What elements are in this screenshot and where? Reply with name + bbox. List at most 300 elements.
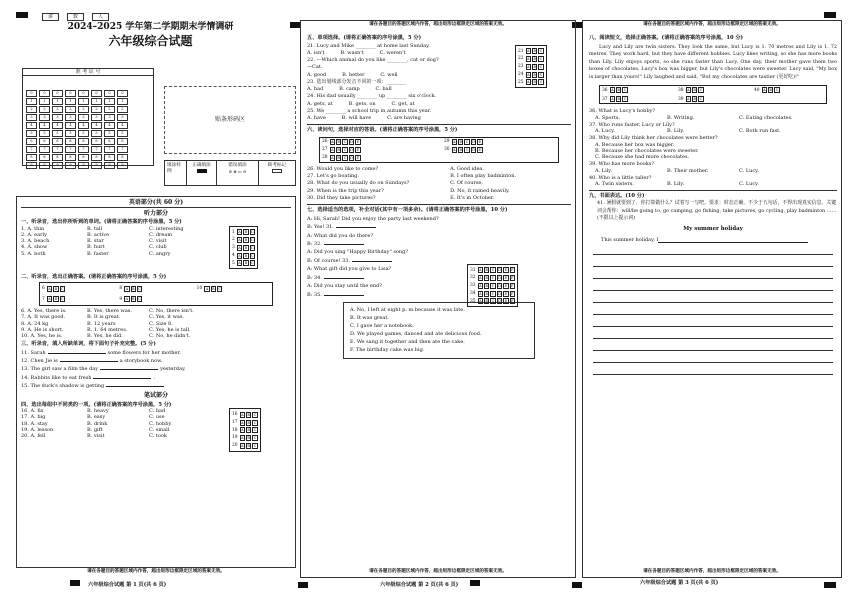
option-bubble-c[interactable]: C bbox=[250, 230, 254, 235]
option-bubble-d[interactable]: D bbox=[498, 268, 501, 273]
answer-bubbles[interactable] bbox=[602, 87, 672, 93]
option-bubble-c[interactable]: C bbox=[623, 97, 627, 102]
option-bubble-c[interactable]: C bbox=[699, 88, 703, 93]
digit-bubble[interactable]: 5 bbox=[39, 130, 50, 137]
answer-bubbles[interactable] bbox=[518, 79, 544, 85]
option-bubble-a[interactable]: A bbox=[527, 72, 530, 77]
question-line: A. have B. will have C. are having bbox=[307, 115, 421, 121]
digit-bubble[interactable]: 3 bbox=[52, 114, 63, 121]
option-bubble-e[interactable]: E bbox=[356, 147, 360, 152]
digit-bubble[interactable]: 0 bbox=[78, 90, 89, 97]
option-bubble-a[interactable]: A bbox=[611, 88, 614, 93]
option-bubble-d[interactable]: D bbox=[498, 276, 501, 281]
option-bubble-e[interactable]: E bbox=[504, 276, 508, 281]
option-bubble-b[interactable]: B bbox=[247, 412, 250, 417]
digit-bubble[interactable]: 7 bbox=[117, 146, 128, 153]
option-bubble-b[interactable]: B bbox=[485, 291, 488, 296]
option-bubble-a[interactable]: A bbox=[125, 297, 129, 302]
answer-bubbles[interactable] bbox=[197, 284, 270, 294]
digit-bubble[interactable]: 2 bbox=[117, 106, 128, 113]
digit-bubble[interactable]: 9 bbox=[52, 162, 63, 169]
option-bubble-c[interactable]: C bbox=[60, 297, 64, 302]
option-bubble-c[interactable]: C bbox=[491, 299, 495, 304]
option-bubble-c[interactable]: C bbox=[699, 97, 703, 102]
digit-bubble[interactable]: 5 bbox=[104, 130, 115, 137]
option-bubble-d[interactable]: D bbox=[498, 283, 501, 288]
writing-line[interactable] bbox=[593, 339, 833, 351]
option-bubble-a[interactable]: A bbox=[763, 88, 766, 93]
digit-bubble[interactable]: 8 bbox=[104, 154, 115, 161]
digit-bubble[interactable]: 4 bbox=[78, 122, 89, 129]
digit-bubble[interactable]: 2 bbox=[65, 106, 76, 113]
digit-bubble[interactable]: 9 bbox=[78, 162, 89, 169]
option-bubble-a[interactable]: A bbox=[453, 139, 456, 144]
blank-line[interactable] bbox=[93, 378, 151, 379]
digit-bubble[interactable]: 4 bbox=[104, 122, 115, 129]
digit-bubble[interactable]: 2 bbox=[78, 106, 89, 113]
answer-bubbles[interactable] bbox=[232, 420, 258, 426]
option-bubble-a[interactable]: A bbox=[331, 139, 334, 144]
digit-bubble[interactable]: 1 bbox=[52, 98, 63, 105]
digit-bubble[interactable]: 3 bbox=[91, 114, 102, 121]
digit-bubble[interactable]: 5 bbox=[65, 130, 76, 137]
answer-bubbles[interactable] bbox=[232, 260, 255, 266]
digit-bubble[interactable]: 3 bbox=[26, 114, 37, 121]
option-bubble-d[interactable]: D bbox=[350, 147, 353, 152]
digit-bubble[interactable]: 2 bbox=[39, 106, 50, 113]
digit-bubble[interactable]: 7 bbox=[91, 146, 102, 153]
option-bubble-a[interactable]: A bbox=[238, 238, 241, 242]
digit-bubble[interactable]: 4 bbox=[65, 122, 76, 129]
option-bubble-f[interactable]: F bbox=[511, 291, 514, 296]
answer-bubbles[interactable] bbox=[470, 267, 515, 273]
option-bubble-b[interactable]: B bbox=[459, 147, 462, 152]
option-bubble-e[interactable]: E bbox=[356, 139, 360, 144]
option-bubble-a[interactable]: A bbox=[479, 291, 482, 296]
option-bubble-e[interactable]: E bbox=[504, 291, 508, 296]
digit-bubble[interactable]: 7 bbox=[52, 146, 63, 153]
option-bubble-a[interactable]: A bbox=[241, 428, 244, 433]
exam-year: 2024–2025 学年第二学期期末学情调研 bbox=[67, 22, 234, 32]
digit-bubble[interactable]: 1 bbox=[117, 98, 128, 105]
digit-bubble[interactable]: 6 bbox=[39, 138, 50, 145]
writing-line[interactable] bbox=[593, 255, 833, 267]
digit-bubble[interactable]: 5 bbox=[26, 130, 37, 137]
digit-bubble[interactable]: 0 bbox=[117, 90, 128, 97]
option-bubble-b[interactable]: B bbox=[485, 268, 488, 273]
option-bubble-b[interactable]: B bbox=[533, 49, 536, 54]
digit-bubble[interactable]: 4 bbox=[117, 122, 128, 129]
absent-mark-box[interactable] bbox=[272, 169, 282, 173]
option-bubble-c[interactable]: C bbox=[250, 238, 254, 242]
digit-bubble[interactable]: 3 bbox=[117, 114, 128, 121]
option-bubble-c[interactable]: C bbox=[539, 64, 543, 69]
option-bubble-c[interactable]: C bbox=[465, 147, 469, 152]
blank-line[interactable] bbox=[336, 227, 376, 228]
blank-line[interactable] bbox=[324, 295, 364, 296]
option-bubble-a[interactable]: A bbox=[527, 57, 530, 61]
digit-column bbox=[26, 90, 37, 169]
answer-bubbles[interactable] bbox=[444, 139, 556, 145]
digit-bubble[interactable]: 7 bbox=[39, 146, 50, 153]
digit-bubble[interactable]: 8 bbox=[26, 154, 37, 161]
option-bubble-d[interactable]: D bbox=[350, 155, 353, 160]
blank-line[interactable] bbox=[60, 361, 118, 362]
answer-box-1-5[interactable] bbox=[229, 226, 258, 270]
digit-bubble[interactable]: 2 bbox=[52, 106, 63, 113]
option-bubble-b[interactable]: B bbox=[244, 230, 248, 235]
option-bubble-b[interactable]: B bbox=[247, 436, 250, 440]
option-bubble-b[interactable]: B bbox=[244, 253, 248, 258]
writing-lines[interactable] bbox=[589, 243, 837, 375]
question-text: 10. A. Yes, he is. bbox=[21, 333, 63, 339]
answer-bubbles[interactable] bbox=[444, 147, 556, 153]
section-8-questions bbox=[589, 108, 837, 187]
option-bubble-b[interactable]: B bbox=[533, 80, 536, 85]
digit-bubble[interactable]: 8 bbox=[78, 154, 89, 161]
digit-bubble[interactable]: 5 bbox=[52, 130, 63, 137]
absent-mark-label: 缺考标记 bbox=[267, 163, 287, 168]
option-bubble-c[interactable]: C bbox=[491, 276, 495, 281]
warning-bottom-2: 请在各题目的答题区域内作答，超出矩形边框限定区域的答案无效。 bbox=[369, 569, 507, 575]
option-bubble-b[interactable]: B bbox=[247, 428, 250, 433]
option-bubble-a[interactable]: A bbox=[205, 286, 209, 291]
question-number: 4 bbox=[232, 252, 235, 258]
digit-bubble[interactable]: 6 bbox=[91, 138, 102, 145]
question-text: 26. Would you like to come? bbox=[307, 165, 379, 172]
option-bubble-a[interactable]: A bbox=[48, 286, 51, 291]
answer-box-36-40[interactable] bbox=[599, 85, 827, 104]
question-number: 26 bbox=[322, 139, 328, 144]
digit-bubble[interactable]: 3 bbox=[78, 114, 89, 121]
writing-line[interactable] bbox=[593, 291, 833, 303]
option-bubble-a[interactable]: A bbox=[331, 147, 334, 152]
option-bubble-b[interactable]: B bbox=[337, 147, 340, 152]
warning-top-2: 请在各题目的答题区域内作答，超出矩形边框限定区域的答案无效。 bbox=[369, 22, 507, 27]
option-bubble-f[interactable]: F bbox=[511, 283, 514, 288]
answer-bubbles[interactable] bbox=[518, 56, 544, 62]
option-bubble-b[interactable]: B bbox=[485, 283, 488, 288]
option-bubble-c[interactable]: C bbox=[250, 253, 254, 258]
digit-bubble[interactable]: 1 bbox=[39, 98, 50, 105]
option-bubble-b[interactable]: B bbox=[533, 57, 536, 61]
answer-bubbles[interactable] bbox=[470, 283, 515, 289]
option-bubble-c[interactable]: C bbox=[138, 286, 141, 291]
option-bubble-a[interactable]: A bbox=[453, 147, 456, 152]
digit-column bbox=[39, 90, 50, 169]
answer-bubbles[interactable] bbox=[119, 295, 192, 305]
writing-line[interactable] bbox=[593, 243, 833, 255]
answer-box-16-20[interactable] bbox=[229, 408, 261, 452]
option-bubble-c[interactable]: C bbox=[491, 283, 495, 288]
digit-bubble[interactable]: 7 bbox=[104, 146, 115, 153]
option-bubble-b[interactable]: B bbox=[337, 155, 340, 160]
option-bubble-c[interactable]: C bbox=[343, 155, 347, 160]
writing-line[interactable] bbox=[593, 351, 833, 363]
option-bubble-a[interactable]: A bbox=[527, 49, 530, 54]
option-bubble-a[interactable]: A bbox=[687, 88, 690, 93]
dialogue-options bbox=[343, 302, 535, 359]
question-number: 1 bbox=[232, 229, 235, 235]
option-bubble-a[interactable]: A bbox=[479, 283, 482, 288]
option-bubble-d[interactable]: D bbox=[498, 291, 501, 296]
option-bubble-d[interactable]: D bbox=[472, 139, 475, 144]
answer-box-21-25[interactable] bbox=[515, 45, 547, 89]
writing-line[interactable] bbox=[658, 242, 808, 243]
digit-bubble[interactable]: 1 bbox=[91, 98, 102, 105]
answer-bubbles[interactable] bbox=[518, 48, 544, 54]
option-bubble-d[interactable]: D bbox=[350, 139, 353, 144]
digit-bubble[interactable]: 8 bbox=[52, 154, 63, 161]
option-bubble-c[interactable]: C bbox=[539, 72, 543, 77]
answer-bubbles[interactable] bbox=[322, 139, 434, 145]
option-bubble-a[interactable]: A bbox=[611, 97, 614, 102]
answer-bubbles[interactable] bbox=[232, 443, 258, 449]
option-bubble-a[interactable]: A bbox=[238, 230, 241, 235]
digit-bubble[interactable]: 9 bbox=[91, 162, 102, 169]
digit-bubble[interactable]: 4 bbox=[91, 122, 102, 129]
digit-bubble[interactable]: 6 bbox=[26, 138, 37, 145]
option-bubble-b[interactable]: B bbox=[54, 286, 58, 291]
option-bubble-a[interactable]: A bbox=[331, 155, 334, 160]
option-bubble-a[interactable]: A bbox=[479, 276, 482, 281]
digit-bubble[interactable]: 4 bbox=[39, 122, 50, 129]
digit-bubble[interactable]: 0 bbox=[26, 90, 37, 97]
blank-line[interactable] bbox=[352, 261, 392, 262]
option-bubble-b[interactable]: B bbox=[693, 97, 696, 102]
answer-bubbles[interactable] bbox=[470, 298, 515, 304]
answer-bubbles[interactable] bbox=[232, 245, 255, 251]
option-bubble-c[interactable]: C bbox=[253, 428, 257, 433]
option-bubble-b[interactable]: B bbox=[247, 420, 250, 425]
option-bubble-c[interactable]: C bbox=[465, 139, 469, 144]
option-bubble-c[interactable]: C bbox=[253, 420, 257, 425]
dialogue-line bbox=[307, 266, 571, 272]
option-bubble-c[interactable]: C bbox=[623, 88, 627, 93]
option-bubble-b[interactable]: B bbox=[485, 299, 488, 304]
question-text: C. angry bbox=[149, 250, 171, 257]
option-bubble-e[interactable]: E bbox=[504, 268, 508, 273]
option-bubble-a[interactable]: A bbox=[241, 412, 244, 417]
option-bubble-a[interactable]: A bbox=[125, 286, 129, 291]
option-bubble-a[interactable]: A bbox=[238, 261, 241, 266]
digit-bubble[interactable]: 1 bbox=[78, 98, 89, 105]
option-bubble-a[interactable]: A bbox=[48, 297, 51, 302]
digit-bubble[interactable]: 8 bbox=[117, 154, 128, 161]
option-bubble-a[interactable]: A bbox=[527, 80, 530, 85]
option-bubble-a[interactable]: A bbox=[238, 245, 241, 250]
answer-bubbles[interactable] bbox=[119, 284, 192, 294]
option-bubble-b[interactable]: B bbox=[617, 97, 620, 102]
digit-bubble[interactable]: 4 bbox=[52, 122, 63, 129]
digit-bubble[interactable]: 0 bbox=[39, 90, 50, 97]
digit-bubble[interactable]: 0 bbox=[52, 90, 63, 97]
digit-bubble[interactable]: 7 bbox=[65, 146, 76, 153]
option-bubble-c[interactable]: C bbox=[343, 147, 347, 152]
option-bubble-f[interactable]: F bbox=[511, 268, 514, 273]
digit-bubble[interactable]: 6 bbox=[52, 138, 63, 145]
option-bubble-c[interactable]: C bbox=[138, 297, 141, 302]
option-bubble-a[interactable]: A bbox=[238, 253, 241, 258]
digit-bubble[interactable]: 7 bbox=[78, 146, 89, 153]
option-bubble-c[interactable]: C bbox=[539, 80, 543, 85]
blank-line[interactable] bbox=[324, 278, 364, 279]
answer-bubbles[interactable] bbox=[518, 72, 544, 78]
digit-bubble[interactable]: 0 bbox=[91, 90, 102, 97]
answer-bubbles[interactable] bbox=[232, 237, 255, 243]
digit-bubble[interactable]: 9 bbox=[65, 162, 76, 169]
option-bubble-e[interactable]: E bbox=[478, 139, 482, 144]
digit-bubble[interactable]: 3 bbox=[104, 114, 115, 121]
option-bubble-b[interactable]: B bbox=[212, 286, 215, 291]
digit-bubble[interactable]: 9 bbox=[26, 162, 37, 169]
option-bubble-a[interactable]: A bbox=[241, 420, 244, 425]
option-bubble-c[interactable]: C bbox=[539, 49, 543, 54]
option-bubble-b[interactable]: B bbox=[131, 297, 135, 302]
option-bubble-c[interactable]: C bbox=[250, 261, 254, 266]
answer-box-6-10[interactable] bbox=[39, 282, 273, 306]
option-bubble-c[interactable]: C bbox=[539, 57, 543, 61]
option-bubble-c[interactable]: C bbox=[343, 139, 347, 144]
digit-bubble[interactable]: 1 bbox=[26, 98, 37, 105]
writing-line[interactable] bbox=[593, 279, 833, 291]
digit-bubble[interactable]: 6 bbox=[117, 138, 128, 145]
digit-bubble[interactable]: 5 bbox=[78, 130, 89, 137]
option-bubble-a[interactable]: A bbox=[479, 268, 482, 273]
answer-bubbles[interactable] bbox=[470, 291, 515, 297]
digit-bubble[interactable]: 8 bbox=[65, 154, 76, 161]
option-bubble-c[interactable]: C bbox=[250, 245, 254, 250]
option-bubble-c[interactable]: C bbox=[60, 286, 64, 291]
writing-line[interactable] bbox=[593, 327, 833, 339]
blank-line[interactable] bbox=[106, 386, 164, 387]
option-bubble-f[interactable]: F bbox=[511, 299, 514, 304]
blank-line[interactable] bbox=[324, 244, 364, 245]
option-bubble-a[interactable]: A bbox=[527, 64, 530, 69]
answer-bubbles[interactable] bbox=[518, 64, 544, 70]
header-tags bbox=[42, 13, 109, 21]
option-bubble-d[interactable]: D bbox=[498, 299, 501, 304]
answer-bubbles[interactable] bbox=[470, 275, 515, 281]
option-bubble-b[interactable]: B bbox=[54, 297, 58, 302]
option-bubble-b[interactable]: B bbox=[533, 64, 536, 69]
digit-bubble[interactable]: 7 bbox=[26, 146, 37, 153]
answer-box-26-30[interactable] bbox=[319, 137, 559, 163]
option-bubble-b[interactable]: B bbox=[131, 286, 135, 291]
option-bubble-c[interactable]: C bbox=[491, 291, 495, 296]
option-bubble-b[interactable]: B bbox=[337, 139, 340, 144]
option-bubble-e[interactable]: E bbox=[504, 283, 508, 288]
option-bubble-c[interactable]: C bbox=[253, 443, 257, 448]
writing-line[interactable] bbox=[593, 303, 833, 315]
digit-bubble[interactable]: 8 bbox=[39, 154, 50, 161]
digit-bubble[interactable]: 9 bbox=[39, 162, 50, 169]
option-bubble-a[interactable]: A bbox=[479, 299, 482, 304]
answer-bubbles[interactable] bbox=[678, 87, 748, 93]
answer-bubbles[interactable] bbox=[42, 284, 115, 294]
digit-bubble[interactable]: 2 bbox=[26, 106, 37, 113]
option-bubble-b[interactable]: B bbox=[247, 443, 250, 448]
answer-bubbles[interactable] bbox=[232, 253, 255, 259]
option-bubble-c[interactable]: C bbox=[253, 436, 257, 440]
digit-bubble[interactable]: 0 bbox=[65, 90, 76, 97]
digit-columns[interactable] bbox=[23, 88, 153, 171]
option-bubble-f[interactable]: F bbox=[511, 276, 514, 281]
option-bubble-b[interactable]: B bbox=[244, 245, 248, 250]
digit-bubble[interactable]: 1 bbox=[65, 98, 76, 105]
option-bubble-c[interactable]: C bbox=[775, 88, 779, 93]
digit-bubble[interactable]: 6 bbox=[104, 138, 115, 145]
digit-bubble[interactable]: 3 bbox=[65, 114, 76, 121]
answer-box-31-35[interactable] bbox=[467, 264, 518, 308]
digit-bubble[interactable]: 1 bbox=[104, 98, 115, 105]
digit-bubble[interactable]: 5 bbox=[91, 130, 102, 137]
blank-line[interactable] bbox=[100, 369, 158, 370]
digit-bubble[interactable]: 2 bbox=[104, 106, 115, 113]
dialogue-text: B: 35. bbox=[307, 291, 322, 298]
digit-bubble[interactable]: 5 bbox=[117, 130, 128, 137]
option-bubble-a[interactable]: A bbox=[241, 443, 244, 448]
writing-line[interactable] bbox=[593, 315, 833, 327]
option-bubble-d[interactable]: D bbox=[472, 147, 475, 152]
digit-bubble[interactable]: 6 bbox=[65, 138, 76, 145]
writing-line[interactable] bbox=[593, 267, 833, 279]
option-bubble-b[interactable]: B bbox=[459, 139, 462, 144]
option-bubble-e[interactable]: E bbox=[356, 155, 360, 160]
digit-bubble[interactable]: 3 bbox=[39, 114, 50, 121]
option-bubble-a[interactable]: A bbox=[241, 436, 244, 440]
digit-bubble[interactable]: 0 bbox=[104, 90, 115, 97]
option-bubble-b[interactable]: B bbox=[533, 72, 536, 77]
option-bubble-a[interactable]: A bbox=[687, 97, 690, 102]
digit-bubble[interactable]: 9 bbox=[117, 162, 128, 169]
option-bubble-e[interactable]: E bbox=[504, 299, 508, 304]
option-bubble-b[interactable]: B bbox=[244, 238, 248, 242]
answer-bubbles[interactable] bbox=[232, 427, 258, 433]
option-bubble-b[interactable]: B bbox=[485, 276, 488, 281]
answer-bubbles[interactable] bbox=[678, 96, 748, 102]
option-bubble-c[interactable]: C bbox=[218, 286, 222, 291]
digit-bubble[interactable]: 6 bbox=[78, 138, 89, 145]
option-bubble-c[interactable]: C bbox=[253, 412, 257, 417]
writing-line[interactable] bbox=[593, 363, 833, 375]
blank-line[interactable] bbox=[48, 353, 106, 354]
digit-bubble[interactable]: 8 bbox=[91, 154, 102, 161]
option-bubble-e[interactable]: E bbox=[478, 147, 482, 152]
answer-bubbles[interactable] bbox=[232, 435, 258, 441]
option-bubble-c[interactable]: C bbox=[491, 268, 495, 273]
section-4-title: 四、选出每组中不同类的一项。(请将正确答案的序号涂黑，5 分) bbox=[21, 401, 172, 408]
answer-bubbles[interactable] bbox=[232, 412, 258, 418]
answer-bubbles[interactable] bbox=[602, 96, 672, 102]
option-bubble-b[interactable]: B bbox=[693, 88, 696, 93]
answer-bubbles[interactable] bbox=[42, 295, 115, 305]
dialogue-line bbox=[307, 283, 571, 289]
answer-bubbles[interactable] bbox=[232, 229, 255, 235]
option-bubble-b[interactable]: B bbox=[617, 88, 620, 93]
digit-bubble[interactable]: 4 bbox=[26, 122, 37, 129]
dialogue-line bbox=[307, 249, 571, 255]
answer-bubbles[interactable] bbox=[322, 155, 434, 161]
option-bubble-b[interactable]: B bbox=[244, 261, 248, 266]
question-text: 12. Chen Jie is bbox=[21, 358, 58, 364]
digit-bubble[interactable]: 2 bbox=[91, 106, 102, 113]
digit-bubble[interactable]: 9 bbox=[104, 162, 115, 169]
option-bubble-b[interactable]: B bbox=[769, 88, 772, 93]
answer-bubbles[interactable] bbox=[754, 87, 824, 93]
answer-bubbles[interactable] bbox=[322, 147, 434, 153]
digit-column bbox=[78, 90, 89, 169]
